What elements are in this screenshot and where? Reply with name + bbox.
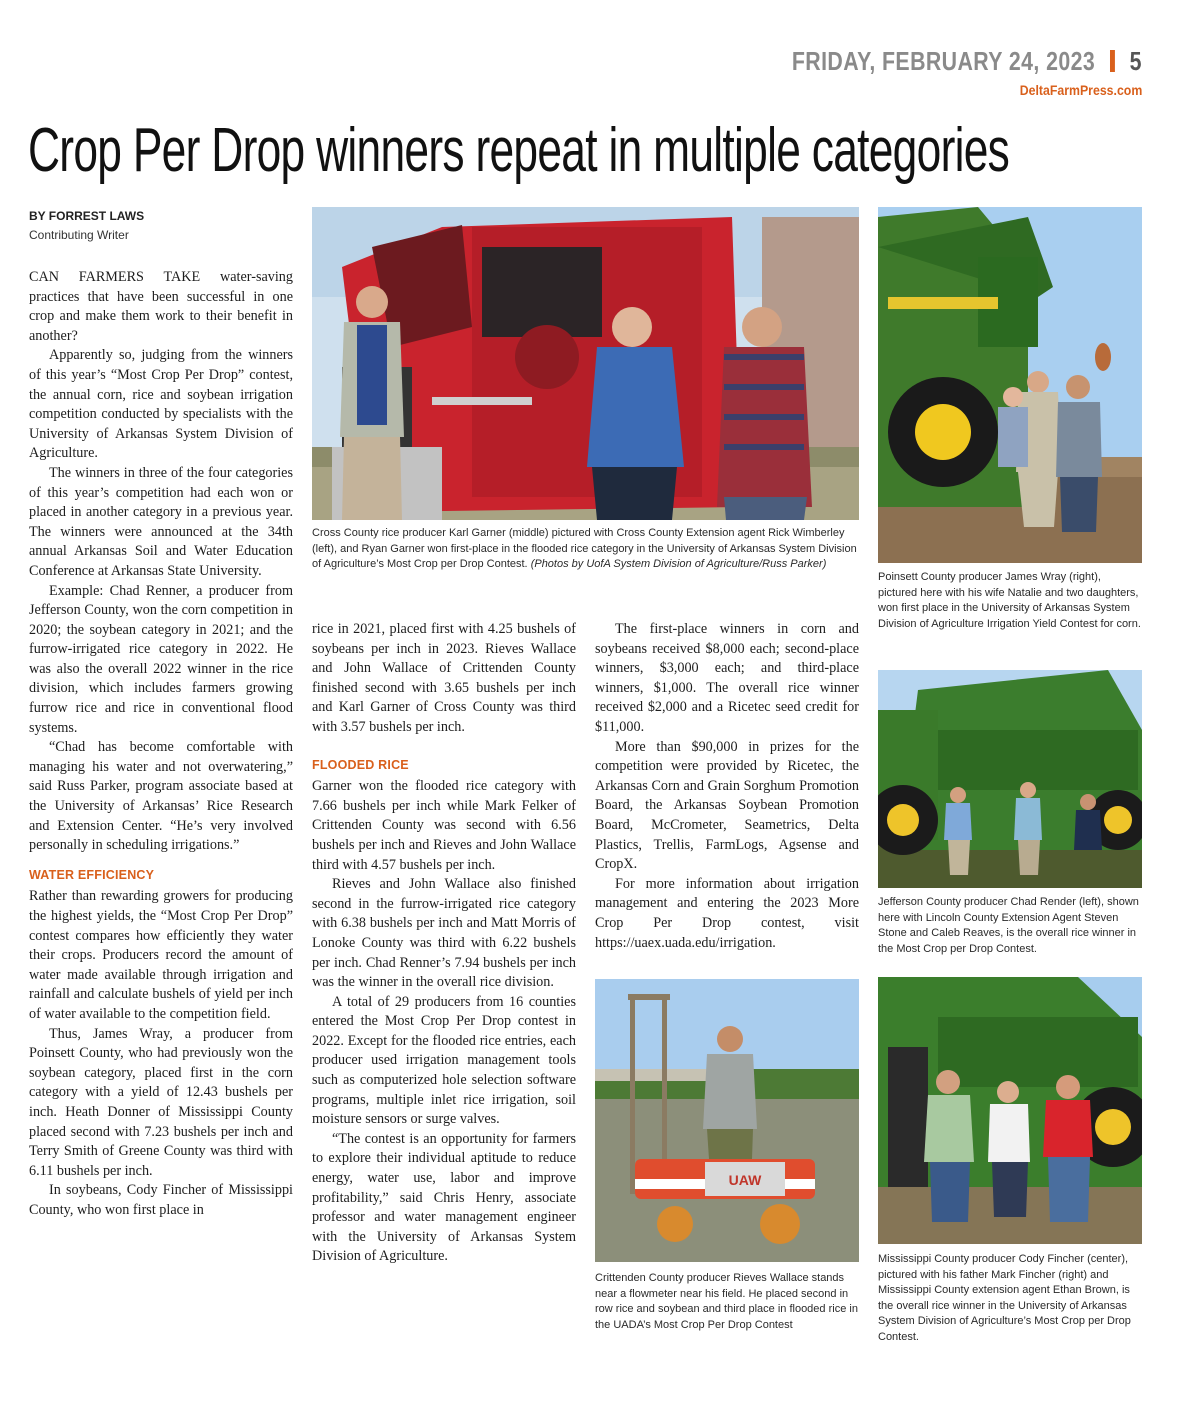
photo-credit: (Photos by UofA System Division of Agriculture/Russ Parker) — [530, 558, 827, 571]
wallace-flowmeter-photo — [595, 979, 859, 1262]
subhead-water-efficiency: WATER EFFICIENCY — [29, 867, 155, 882]
paragraph: A total of 29 producers from 16 counties entered the Most Crop Per Drop contest in 2022. Except for the flooded rice entries, each producer used irrigation management tools such as computerized hole selection software programs, multiple inlet rice irrigation, soil moisture sensors or surge valves. — [312, 993, 576, 1128]
paragraph: “Chad has become comfortable with managing his water and not overwatering,” said Russ Parker, program associate based at the University of Arkansas’ Rice Research and Extension Center. “He’s very involved personally in scheduling irrigations.” — [29, 739, 293, 854]
paragraph: Thus, James Wray, a producer from Poinsett County, who had previously won the soybean category, placed first in the corn category with a yield of 12.43 bushels per inch. Heath Donner of Mississippi County placed second with 7.23 bushels per inch and Terry Smith of Greene County was third with 6.11 bushels per inch. — [29, 1025, 293, 1179]
paragraph: Rather than rewarding growers for producing the highest yields, the “Most Crop Per Drop” contest compares how efficiently they water their crops. Producers record the amount of water made available through irrigation and rainfall and calculate bushels of yield per inch of water available to the competition field. — [29, 888, 293, 1022]
paragraph: Rieves and John Wallace also finished second in the furrow-irrigated rice category with 6.38 bushels per inch and Matt Morris of Lonoke County was third with 6.22 bushels per inch. Chad Renner’s 7.94 bushels per inch was the winner in the overall rice division. — [312, 876, 576, 991]
paragraph: Example: Chad Renner, a producer from Jefferson County, won the corn competition in 2020; the soybean category in 2021; and the furrow-irrigated rice category in 2022. He was also the overall 2022 winner in the rice division, which includes farmers growing furrow rice and rice in conventional flood systems. — [29, 582, 293, 736]
site-name: DeltaFarmPress.com — [1019, 82, 1142, 98]
paragraph: For more information about irrigation management and entering the 2023 More Crop Per Drop contest, visit https://uaex.uada.edu/irrigation. — [595, 875, 859, 951]
wray-photo-caption: Poinsett County producer James Wray (right), pictured here with his wife Natalie and two daughters, won first place in the University of Arkansas System Division of Agriculture Irrigation Yield Contest for corn. — [878, 571, 1141, 630]
pipe-label: UAW — [728, 1172, 762, 1188]
fincher-photo — [878, 977, 1142, 1244]
byline: BY FORREST LAWS — [29, 209, 145, 223]
article-column-3 — [595, 620, 859, 953]
page-number: 5 — [1129, 46, 1142, 76]
truck-photo-caption — [312, 526, 859, 573]
article-column-1 — [29, 268, 293, 1221]
caption-text: Cross County rice producer Karl Garner (middle) pictured with Cross County Extension agent Rick Wimberley (left), and Ryan Garner won first-place in the flooded rice category in the University of Arkansas System Division of Agriculture’s Most Crop per Drop Contest. — [312, 527, 857, 571]
wallace-photo-caption: Crittenden County producer Rieves Wallace stands near a flowmeter near his field. He placed second in row rice and soybean and third place in flooded rice in the UADA’s Most Crop Per Drop Contest — [595, 1272, 858, 1331]
header-divider — [1110, 50, 1115, 72]
headline: Crop Per Drop winners repeat in multiple categories — [28, 116, 1010, 185]
paragraph: CAN FARMERS TAKE water-saving practices that have been successful in one crop and make them work to their benefit in another? — [29, 269, 293, 344]
subhead-flooded-rice: FLOODED RICE — [312, 757, 409, 772]
paragraph: Apparently so, judging from the winners of this year’s “Most Crop Per Drop” contest, the annual corn, rice and soybean irrigation competition conducted by specialists with the University of Arkansas System Division of Agriculture. — [29, 347, 293, 462]
date-text: FRIDAY, FEBRUARY 24, 2023 — [791, 46, 1096, 76]
paragraph: The first-place winners in corn and soybeans received $8,000 each; second-place winners, $3,000 each; and third-place winners, $1,000. The overall rice winner received $2,000 and a Ricetec seed credit for $11,000. — [595, 621, 859, 735]
render-photo-caption: Jefferson County producer Chad Render (left), shown here with Lincoln County Extension Agent Steven Stone and Caleb Reaves, is the overall rice winner in the Most Crop per Drop Contest. — [878, 896, 1139, 955]
paragraph: Garner won the flooded rice category with 7.66 bushels per inch while Mark Felker of Crittenden County was second with 6.56 bushels per inch and Rieves and John Wallace third with 4.57 bushels per inch. — [312, 778, 576, 873]
author-role: Contributing Writer — [29, 228, 129, 242]
fincher-photo-caption: Mississippi County producer Cody Fincher (center), pictured with his father Mark Fincher (right) and Mississippi County extension agent Ethan Brown, is the overall rice winner in the University of Arkansas System Division of Agriculture’s Most Crop per Drop Contest. — [878, 1253, 1131, 1343]
paragraph: rice in 2021, placed first with 4.25 bushels of soybeans per inch in 2023. Rieves Wallace and John Wallace of Crittenden County finished second with 3.65 bushels per inch and Karl Garner of Cross County was third with 3.57 bushels per inch. — [312, 621, 576, 735]
render-combine-photo — [878, 670, 1142, 888]
paragraph: “The contest is an opportunity for farmers to explore their individual aptitude to reduce energy, water use, labor and improve profitability,” said Chris Henry, associate professor and water management engineer with the University of Arkansas System Division of Agriculture. — [312, 1130, 576, 1265]
paragraph: More than $90,000 in prizes for the competition were provided by Ricetec, the Arkansas Corn and Grain Sorghum Promotion Board, the Arkansas Soybean Promotion Board, McCrometer, Seametrics, Delta Plastics, Trellis, FarmLogs, Agsense and CropX. — [595, 738, 859, 873]
issue-date — [792, 46, 1142, 77]
truck-photo — [312, 207, 859, 520]
article-column-2 — [312, 620, 576, 1267]
wray-family-photo — [878, 207, 1142, 563]
paragraph: The winners in three of the four categories of this year’s competition had each won or placed in another category in a previous year. The winners were announced at the 34th annual Arkansas Soil and Water Education Conference at Arkansas State University. — [29, 464, 293, 579]
paragraph: In soybeans, Cody Fincher of Mississippi County, who won first place in — [29, 1182, 293, 1218]
